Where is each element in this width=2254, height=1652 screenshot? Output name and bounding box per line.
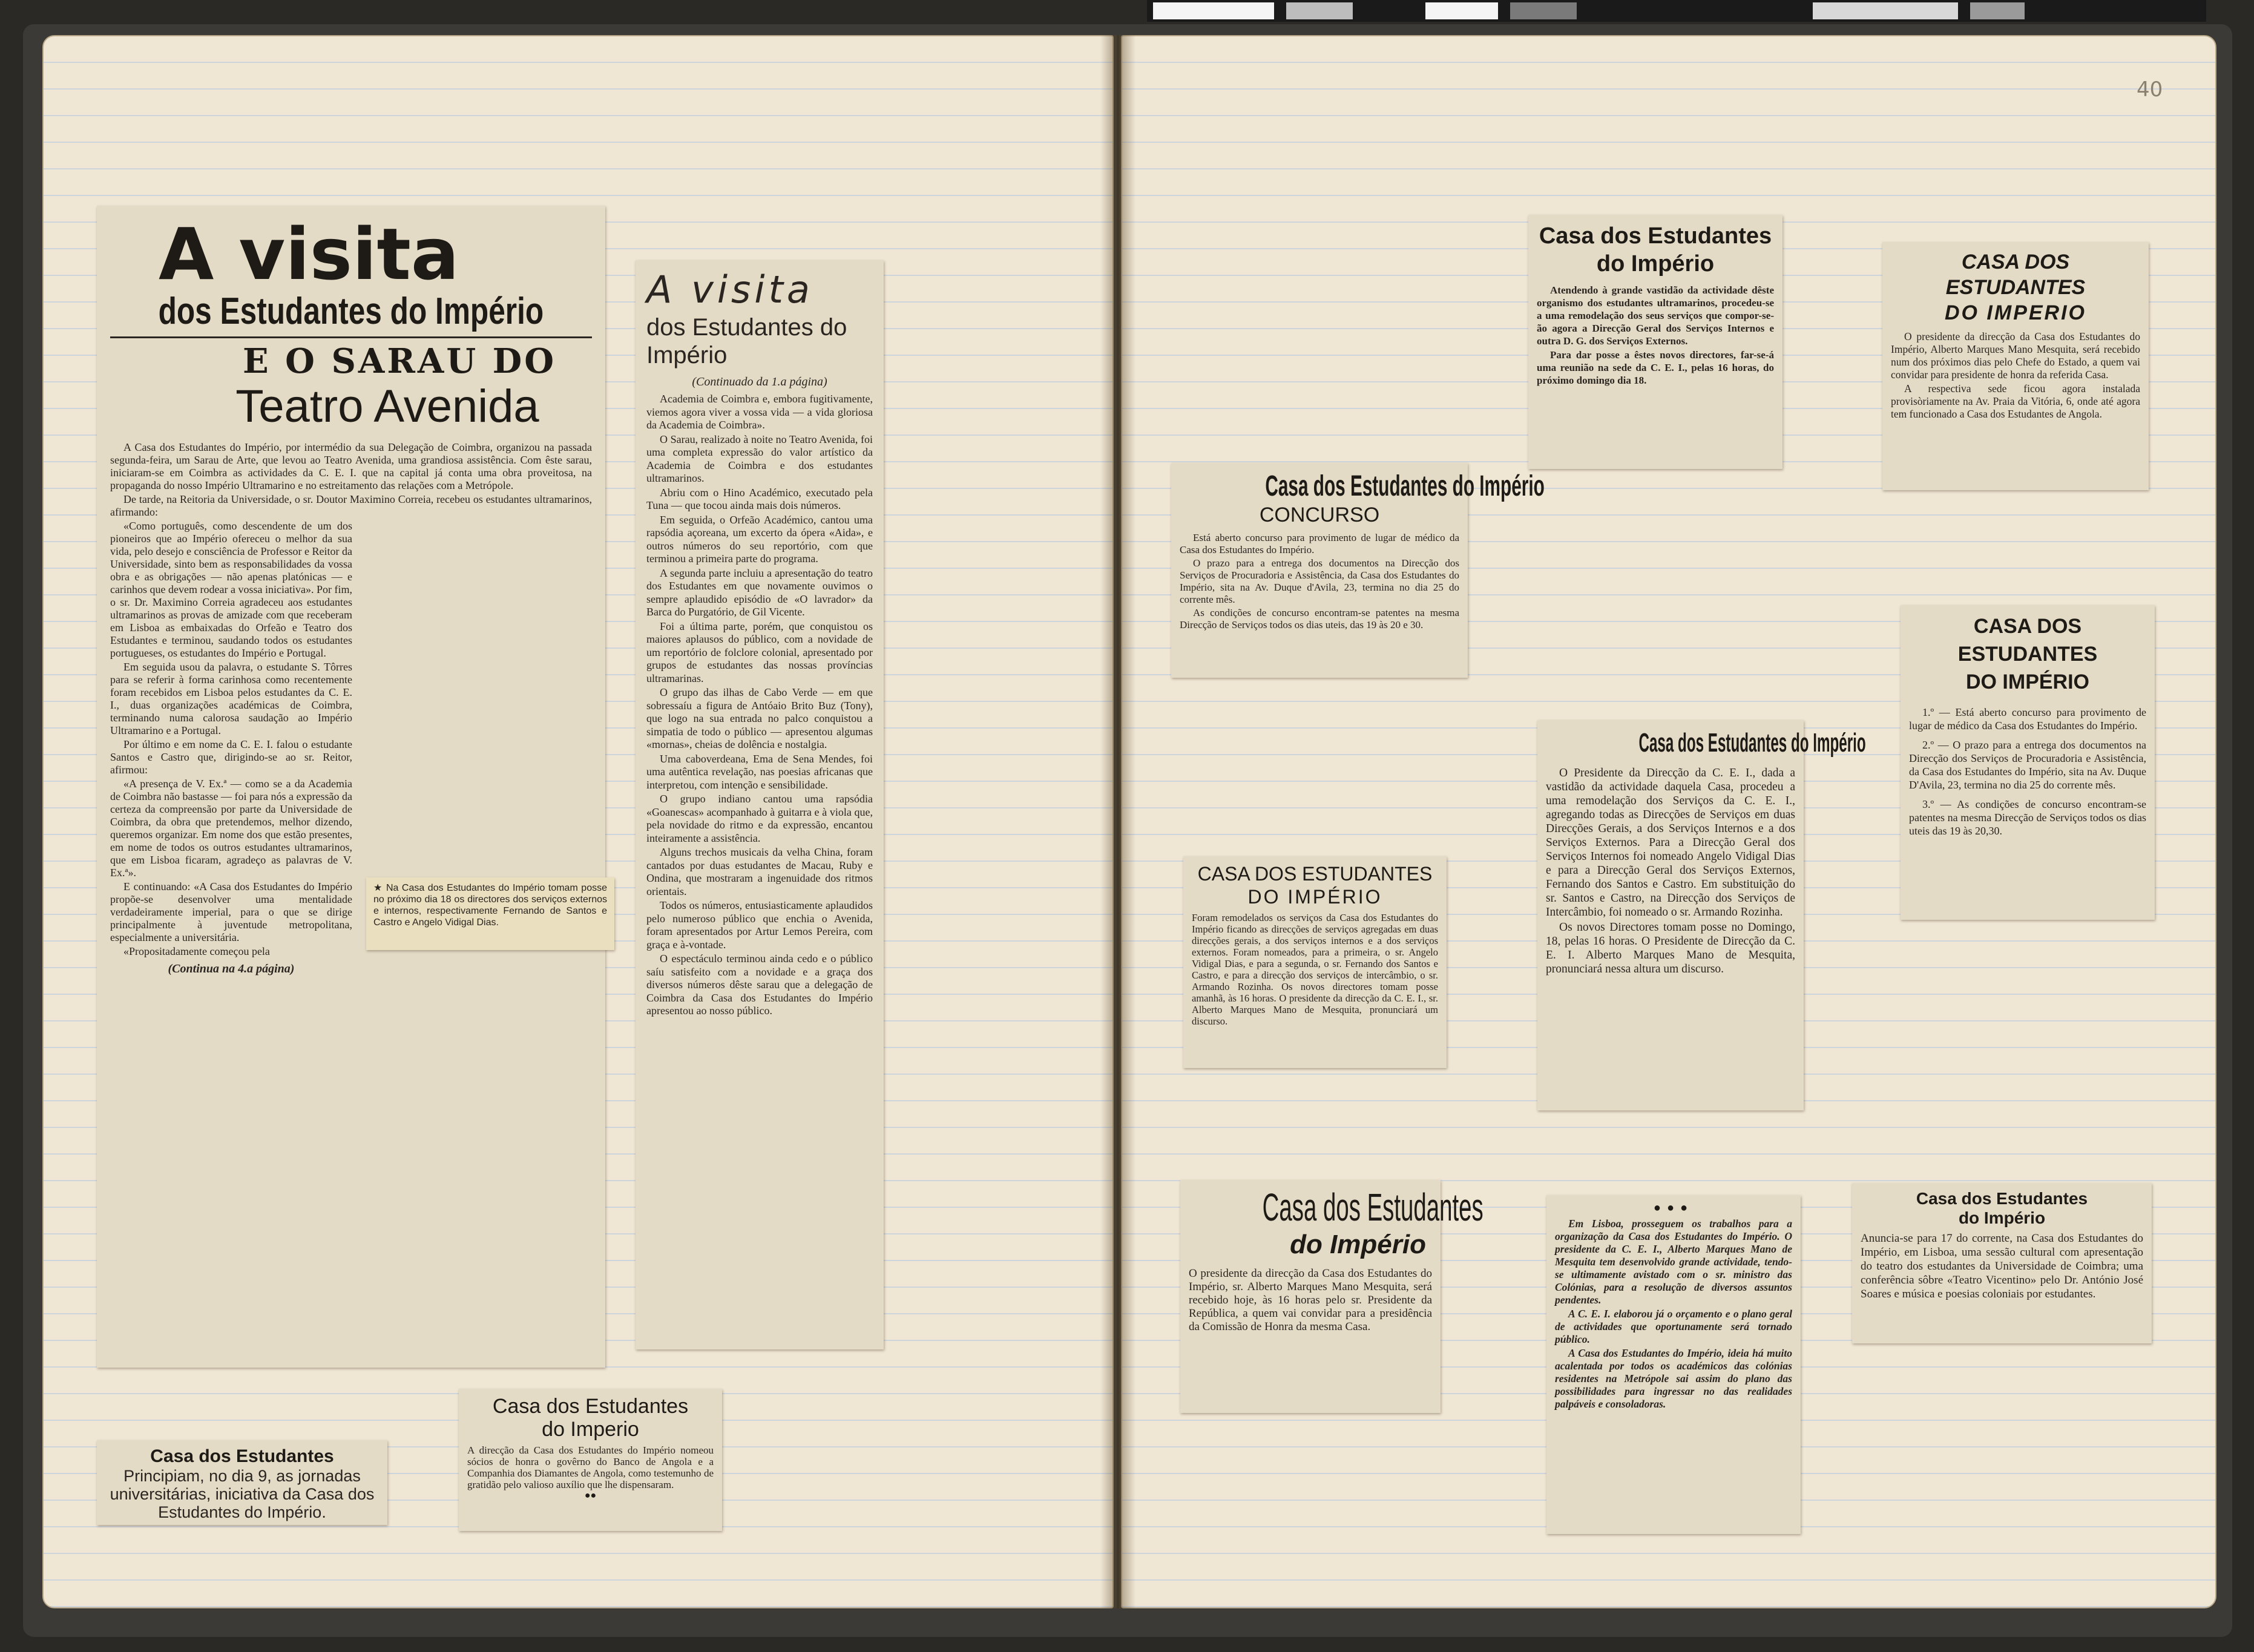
jornadas-title: Casa dos Estudantes xyxy=(150,1446,334,1466)
paragraph: O grupo indiano cantou uma rapsódia «Goanescas» acompanhado à guitarra e à viola que, pela novidade do ritmo e da expressão, encantou inteiramente a assistência. xyxy=(646,793,873,844)
presidente-text: O presidente da direcção da Casa dos Estudantes do Império, sr. Alberto Marques Mano Mesquita, será recebido hoje, às 16 horas pelo sr. Presidente da República, a quem vai convidar para a presidência da Comissão de Honra da mesma Casa. xyxy=(1189,1267,1432,1333)
socios-title-1: Casa dos Estudantes xyxy=(492,1395,689,1418)
numerado-title-2: DO IMPÉRIO xyxy=(1965,670,2090,693)
paragraph: Está aberto concurso para provimento de lugar de médico da Casa dos Estudantes do Império. xyxy=(1180,532,1459,556)
ornament: ●●● xyxy=(1653,1201,1694,1214)
book-gutter xyxy=(1100,35,1135,1608)
presidente-title-1: Casa dos Estudantes xyxy=(1262,1185,1484,1229)
paragraph: «Como português, como descendente de um dos pioneiros que ao Império ofereceu o melhor da sua vida, pelo desejo e consciência de Professor e Reitor da Universidade, sinto bem as responsabilidades da vossa obra e as obrigações — não apenas platónicas — e carinhos que devem rodear a vossa iniciativa». Por fim, o sr. Dr. Maximino Correia agradeceu aos estudantes ultramarinos as provas de amizade com que receberam em Lisboa as embaixadas do Orfeão e Teatro dos Estudantes e terminou, saudando todos os estudantes portugueses, os estudantes do Império e Portugal. xyxy=(110,520,352,659)
paragraph: Atendendo à grande vastidão da actividade dêste organismo dos estudantes ultramarinos, procedeu-se a uma remodelação dos seus serviços que compor-se-ão agora a Direcção Geral dos Serviços Internos e outra D. G. dos Serviços Externos. xyxy=(1537,284,1774,347)
headline-dos-estudantes: dos Estudantes do Império xyxy=(158,290,544,332)
paragraph: O Presidente da Direcção da C. E. I., dada a vastidão da actividade daquela Casa, procedeu a uma remodelação dos Serviços da C. E. I., agregando todas as Direcções de Serviços em duas Direcções Gerais, a dos Serviços Internos e a dos Serviços Externos. Para a Direcção Geral dos Serviços Internos foi nomeado Angelo Vidigal Dias e para a Direcção Geral dos Serviços Externos, Fernando dos Santos e Castro. Em substituição do sr. Santos e Castro, na Direcção dos Serviços de Intercâmbio, foi nomeado o sr. Armando Rozinha. xyxy=(1546,767,1795,919)
socios-title-2: do Imperio xyxy=(542,1418,639,1441)
sessao-title-2: do Império xyxy=(1958,1208,2046,1227)
continued-from: (Continuado da 1.a página) xyxy=(692,375,827,388)
headline-a-visita-2: A visita xyxy=(646,267,813,312)
direccao-title: Casa dos Estudantes do Império xyxy=(1638,728,1866,758)
paragraph: A segunda parte incluiu a apresentação do teatro dos Estudantes em que novamente ouvimos o sempre aplaudido episódio de «O lavrador» da Barca do Purgatório, de Gil Vicente. xyxy=(646,566,873,618)
clipping-concurso-medico xyxy=(1171,463,1545,678)
clipping-socios-honra xyxy=(459,1389,722,1531)
clipping-visita-main xyxy=(97,206,605,1368)
ornament: ●● xyxy=(584,1490,597,1501)
paragraph: De tarde, na Reitoria da Universidade, o sr. Doutor Maximino Correia, recebeu os estudantes ultramarinos, afirmando: xyxy=(110,493,592,518)
paragraph: O prazo para a entrega dos documentos na Direcção dos Serviços de Procuradoria e Assistência, da Casa dos Estudantes do Império, sita na Av. Duque d'Avila, 23, termina no dia 25 do corrente mês. xyxy=(1180,557,1459,605)
concurso-subtitle: CONCURSO xyxy=(1259,503,1380,526)
clipping-vastidao xyxy=(1528,215,1782,469)
paragraph: O presidente da direcção da Casa dos Estudantes do Império, Alberto Marques Mano Mesquita, será recebido num dos próximos dias pelo Chefe do Estado, a quem vai convidar para presidente de honra da referida Casa. xyxy=(1891,330,2140,381)
paragraph: Abriu com o Hino Académico, executado pela Tuna — que tocou ainda mais dois números. xyxy=(646,486,873,511)
chefe-title-2: DO IMPERIO xyxy=(1944,301,2087,324)
paragraph: E continuando: «A Casa dos Estudantes do Império propõe-se desenvolver uma mentalidade verdadeiramente imperial, para o que se dirige principalmente à juventude metropolitana, especialmente a universitária. xyxy=(110,880,352,943)
paragraph: Em Lisboa, prosseguem os trabalhos para a organização da Casa dos Estudantes do Império. O presidente da C. E. I., Alberto Marques Mano de Mesquita tem desenvolvido grande actividade, tendo-se ultimamente avistado com o sr. ministro das Colónias, para a resolução de diversos assuntos pendentes. xyxy=(1555,1218,1792,1306)
color-scale-bar xyxy=(1147,0,2206,22)
clipping-sessao-cultural xyxy=(1852,1183,2152,1343)
paragraph: 3.º — As condições de concurso encontram-se patentes na mesma Direcção de Serviços todos os dias uteis das 19 às 20,30. xyxy=(1909,798,2146,837)
nota-text: ★ Na Casa dos Estudantes do Império tomam posse no próximo dia 18 os directores dos serviços externos e internos, respectivamente Fernando de Santos e Castro e Angelo Vidigal Dias. xyxy=(373,883,607,928)
clipping-chefe-estado xyxy=(1882,242,2149,490)
paragraph: As condições de concurso encontram-se patentes na mesma Direcção de Serviços todos os dias uteis, das 19 às 20 e 30. xyxy=(1180,607,1459,631)
paragraph: Uma caboverdeana, Ema de Sena Mendes, foi uma autêntica revelação, nas poesias africanas que interpretou, com intenção e sensibilidade. xyxy=(646,752,873,791)
paragraph: «Propositadamente começou pela xyxy=(123,945,270,957)
paragraph: Por último e em nome da C. E. I. falou o estudante Santos e Castro que, dirigindo-se ao sr. Reitor, afirmou: xyxy=(110,738,352,776)
clipping-em-lisboa xyxy=(1546,1195,1801,1534)
paragraph: Para dar posse a êstes novos directores, far-se-á uma reunião na sede da C. E. I., pelas 16 horas, do próximo domingo dia 18. xyxy=(1537,349,1774,386)
clipping-presidente-republica xyxy=(1180,1180,1484,1413)
chefe-title-1: CASA DOS ESTUDANTES xyxy=(1945,251,2086,299)
concurso-title: Casa dos Estudantes do Império xyxy=(1265,470,1545,502)
remodelados-text: Foram remodelados os serviços da Casa dos Estudantes do Império ficando as direcções de serviços agregadas em duas direcções gerais, a dos serviços internos e a dos serviços externos. Foram nomeados, para a primeira, o sr. Angelo Vidigal Dias, e para a segunda, o sr. Fernando dos Santos e Castro, e para a direcção dos serviços de intercâmbio, o sr. Armando Rozinha. Os novos directores tomam posse amanhã, às 16 horas. O presidente da direcção da C. E. I., sr. Alberto Marques Mano de Mesquita, pronunciará um discurso. xyxy=(1192,912,1438,1027)
clipping-jornadas xyxy=(97,1440,387,1525)
remodelados-title-1: CASA DOS ESTUDANTES xyxy=(1197,863,1433,885)
paragraph: Foi a última parte, porém, que conquistou os maiores aplausos do público, com a novidade de um reportório de folclore colonial, apresentado por grupos de estudantes das nossas províncias ultramarinas. xyxy=(646,620,873,684)
paragraph: 1.º — Está aberto concurso para provimento de lugar de médico da Casa dos Estudantes do Império. xyxy=(1909,706,2146,732)
paragraph: Todos os números, entusiasticamente aplaudidos pelo numeroso público que enchia o Avenida, foram apresentados por Artur Lemos Pereira, com graça e à-vontade. xyxy=(646,899,873,951)
numerado-title-1: CASA DOS ESTUDANTES xyxy=(1957,615,2098,666)
jornadas-text: Principiam, no dia 9, as jornadas universitárias, iniciativa da Casa dos Estudantes do Império. xyxy=(110,1467,375,1521)
paragraph: A Casa dos Estudantes do Império, por intermédio da sua Delegação de Coimbra, organizou na passada segunda-feira, um Sarau de Arte, que levou ao Teatro Avenida, uma grandiosa assistência. Com êste sarau, iniciaram-se em Coimbra as actividades da C. E. I. que na capital já conta uma obra proveitosa, na propaganda do nosso Império Ultramarino e no estreitamento das relações com a Metrópole. xyxy=(110,441,592,491)
paragraph: A Casa dos Estudantes do Império, ideia há muito acalentada por todos os académicos das colónias residentes na Metrópole sai assim do plano das possibilidades para ingressar no das realidades palpáveis e consoladoras. xyxy=(1555,1347,1792,1410)
presidente-title-2: do Império xyxy=(1290,1230,1426,1259)
headline-sarau: E O SARAU DO xyxy=(242,341,556,381)
clipping-visita-continued xyxy=(636,260,884,1349)
paragraph: 2.º — O prazo para a entrega dos documentos na Direcção dos Serviços de Procuradoria e Assistência, da Casa dos Estudantes do Império, sita na Av. Duque D'Avila, 23, termina no dia 25 do corrente mês. xyxy=(1909,739,2146,791)
headline-teatro-avenida: Teatro Avenida xyxy=(235,381,539,432)
paragraph: A C. E. I. elaborou já o orçamento e o plano geral de actividades que oportunamente será tornado público. xyxy=(1555,1308,1792,1345)
paragraph: «A presença de V. Ex.ª — como se a da Academia de Coimbra não bastasse — foi para nós a expressão da certeza da compreensão por parte da Universidade de Coimbra, da obra que pretendemos, melhor dizendo, queremos organizar. Em nome dos que estão presentes, em nome de todos os outros estudantes ultramarinos, que em Lisboa ficaram, agradeço as palavras de V. Ex.ª». xyxy=(110,778,352,879)
remodelados-title-2: DO IMPÉRIO xyxy=(1247,886,1382,908)
continued-note: (Continua na 4.a página) xyxy=(168,962,295,975)
paragraph: Os novos Directores tomam posse no Domingo, 18, pelas 16 horas. O Presidente de Direcção da C. E. I. Alberto Marques Mano de Mesquita, pronunciará nessa altura um discurso. xyxy=(1546,921,1795,975)
paragraph: Em seguida usou da palavra, o estudante S. Tôrres para se referir à forma carinhosa como recentemente foram recebidos em Lisboa pelos estudantes da C. E. I., duas organizações académicas de Coimbra, terminando numa calorosa saudação ao Império Ultramarino e a Portugal. xyxy=(110,661,352,736)
vastidao-title-1: Casa dos Estudantes xyxy=(1539,223,1772,249)
paragraph: Em seguida, o Orfeão Académico, cantou uma rapsódia açoreana, um excerto da ópera «Aida», e outros números do seu reportório, com que terminou a primeira parte do programa. xyxy=(646,513,873,565)
paragraph: A respectiva sede ficou agora instalada provisòriamente na Av. Praia da Vitória, 6, onde até agora tem funcionado a Casa dos Estudantes de Angola. xyxy=(1891,382,2140,420)
paragraph: O espectáculo terminou ainda cedo e o público saíu satisfeito com a novidade e a graça dos diversos números dêste sarau que a delegação de Coimbra da Casa dos Estudantes do Império apresentou ao nosso público. xyxy=(646,952,873,1017)
clipping-concurso-numerado xyxy=(1901,605,2155,920)
sessao-text: Anuncia-se para 17 do corrente, na Casa dos Estudantes do Império, em Lisboa, uma sessão cultural com apresentação do teatro dos estudantes da Universidade de Coimbra; uma conferência sôbre «Teatro Vicentino» pelo Dr. António José Soares e música e poesias coloniais por estudantes. xyxy=(1861,1232,2143,1300)
paragraph: O Sarau, realizado à noite no Teatro Avenida, foi uma completa expressão do valor artístico da Academia de Coimbra e dos estudantes ultramarinos. xyxy=(646,433,873,484)
paragraph: Alguns trechos musicais da velha China, foram cantados por duas estudantes de Macau, Ruby e Ondina, que mostraram a ingenuidade dos ritmos orientais. xyxy=(646,846,873,897)
sessao-title-1: Casa dos Estudantes xyxy=(1916,1189,2088,1208)
clipping-nota-posse xyxy=(366,877,614,950)
page-number: 40 xyxy=(2137,77,2163,102)
headline-a-visita: A visita xyxy=(159,212,459,296)
headline-dos-estudantes-2: dos Estudantes do Império xyxy=(646,314,847,369)
paragraph: O grupo das ilhas de Cabo Verde — em que sobressaíu a figura de Antóaio Brito Buz (Tony), que logo na sua entrada no palco conquistou a simpatia de todo o público — apresentou algumas «mornas», cheias de dolência e nostalgia. xyxy=(646,686,873,750)
clipping-remodelados xyxy=(1183,856,1447,1068)
vastidao-title-2: do Império xyxy=(1596,251,1715,277)
clipping-direccao-remodelacao xyxy=(1537,720,1866,1110)
paragraph: Academia de Coimbra e, embora fugitivamente, viemos agora viver a vossa vida — a vida gloriosa da Academia de Coimbra». xyxy=(646,393,873,431)
socios-text: A direcção da Casa dos Estudantes do Império nomeou sócios de honra o govêrno do Banco de Angola e a Companhia dos Diamantes de Angola, como testemunho de gratidão pelo valioso auxílio que lhe dispensaram. xyxy=(467,1444,714,1490)
